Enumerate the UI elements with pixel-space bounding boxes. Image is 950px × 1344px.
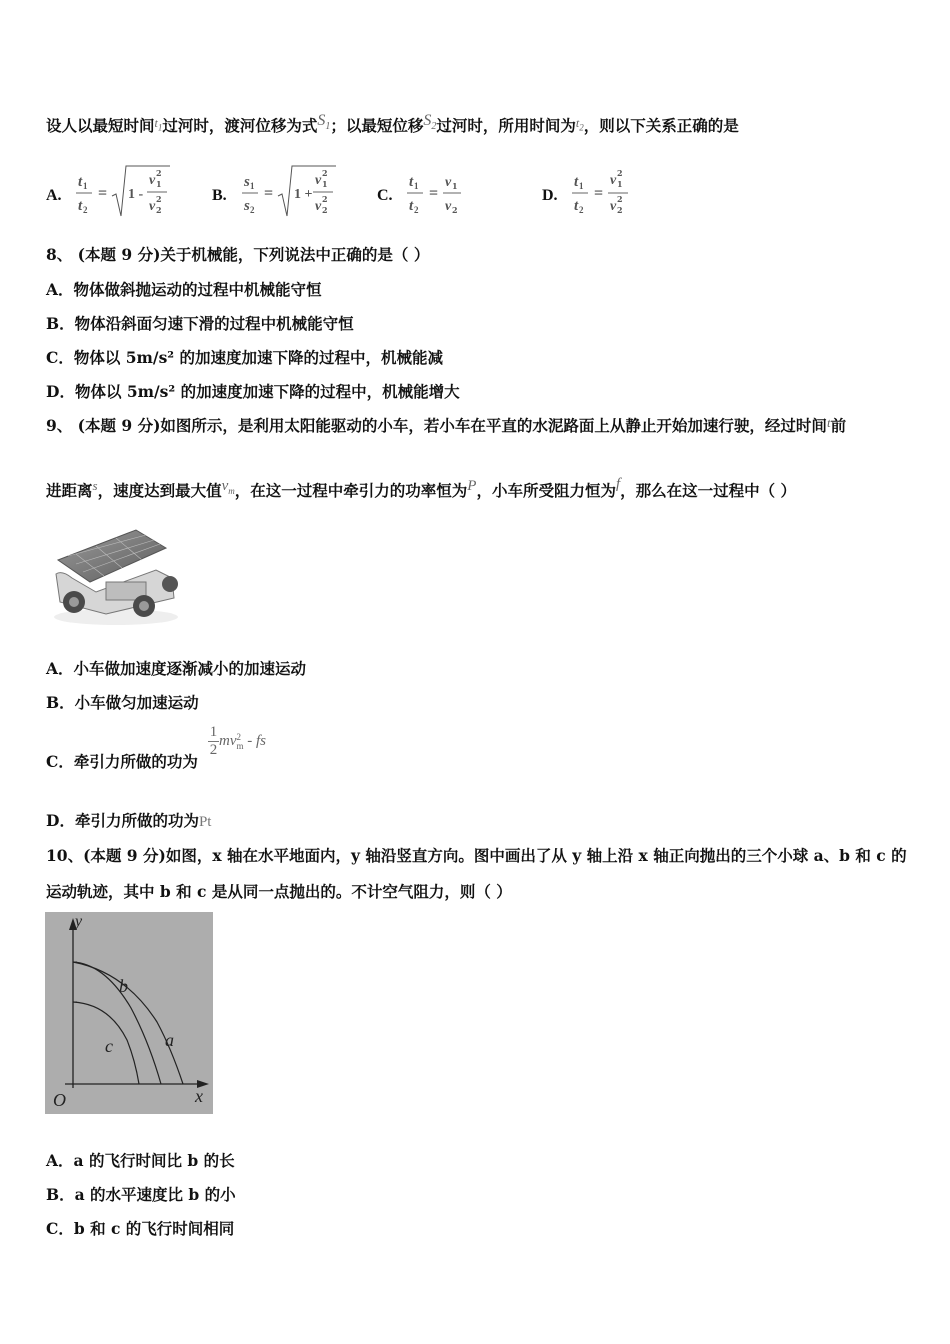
svg-text:v: v (315, 173, 322, 188)
svg-text:1: 1 (250, 181, 255, 191)
q9-option-d-text: D．牵引力所做的功为 (46, 811, 199, 830)
solar-car-image (46, 522, 186, 630)
q7-t2: t2 (575, 116, 584, 133)
q7-stem-text-1: 设人以最短时间 (46, 116, 155, 135)
svg-text:1 +: 1 + (294, 187, 313, 202)
q7-option-b-formula (212, 162, 352, 222)
svg-text:t: t (409, 174, 414, 190)
svg-text:1: 1 (83, 181, 88, 191)
svg-text:2: 2 (322, 194, 328, 204)
q9-option-d-formula: Pt (198, 814, 212, 830)
svg-text:1: 1 (617, 179, 623, 189)
q7-option-a (46, 162, 186, 226)
q9-option-a: A．小车做加速度逐渐减小的加速运动 (46, 659, 307, 678)
svg-text:v: v (610, 173, 617, 188)
formula-sup: 2 (236, 731, 241, 742)
svg-text:t: t (78, 198, 83, 214)
svg-text:s: s (244, 198, 250, 214)
svg-text:1: 1 (452, 181, 458, 191)
svg-text:v: v (445, 175, 452, 190)
q10-stem-line2: 运动轨迹，其中 b 和 c 是从同一点抛出的。不计空气阻力，则（ ） (46, 882, 512, 901)
q9-line2-text-2: ，速度达到最大值 (97, 481, 222, 500)
q7-t1: t1 (154, 116, 163, 133)
q9-stem-line1 (46, 414, 846, 436)
q8-option-c: C．物体以 5m/s² 的加速度加速下降的过程中，机械能减 (46, 348, 443, 367)
q9-line2-text-3: ，在这一过程中牵引力的功率恒为 (234, 481, 468, 500)
q9-option-c (46, 750, 198, 772)
svg-text:1: 1 (156, 179, 162, 189)
q10-option-c: C．b 和 c 的飞行时间相同 (46, 1219, 235, 1238)
svg-text:C.: C. (377, 187, 393, 204)
formula-num: 1 (209, 724, 218, 740)
svg-text:2: 2 (322, 205, 328, 215)
q7-option-d (542, 162, 642, 226)
q9-line2-text-1: 进距离 (46, 481, 93, 500)
svg-text:t: t (574, 198, 579, 214)
q9-f: f (615, 476, 621, 492)
q9-option-b: B．小车做匀加速运动 (46, 693, 199, 712)
q9-option-d (46, 809, 211, 831)
origin-label: O (53, 1090, 66, 1110)
svg-text:=: = (429, 185, 439, 202)
svg-text:A.: A. (46, 187, 62, 204)
svg-text:2: 2 (617, 168, 623, 178)
svg-text:v: v (315, 199, 322, 214)
q8-option-a: A．物体做斜抛运动的过程中机械能守恒 (46, 280, 322, 299)
trajectory-figure (45, 912, 213, 1114)
x-label: x (195, 1086, 203, 1106)
q9-line2-text-4: ，小车所受阻力恒为 (476, 481, 616, 500)
svg-text:s: s (244, 174, 250, 190)
y-label: y (75, 913, 83, 930)
q7-option-c (377, 162, 477, 226)
curve-a-label: a (165, 1030, 174, 1050)
q9-line2-text-5: ，那么在这一过程中（ ） (620, 481, 797, 500)
formula-mv: mv (219, 733, 237, 749)
svg-text:D.: D. (542, 187, 558, 204)
q7-option-a-formula (46, 162, 186, 222)
q8-option-b: B．物体沿斜面匀速下滑的过程中机械能守恒 (46, 314, 354, 333)
q7-stem-text-3: ；以最短位移 (330, 116, 424, 135)
svg-text:v: v (149, 173, 156, 188)
q7-stem-text-5: ，则以下关系正确的是 (583, 116, 739, 135)
svg-text:2: 2 (617, 194, 623, 204)
q9-t: t (826, 415, 831, 430)
formula-fs: - fs (243, 733, 267, 749)
svg-text:2: 2 (579, 205, 584, 215)
q7-stem (46, 112, 739, 136)
curve-b-label: b (119, 976, 128, 996)
svg-text:2: 2 (156, 168, 162, 178)
formula-sub: m (236, 740, 244, 751)
svg-text:=: = (98, 185, 108, 202)
svg-text:v: v (149, 199, 156, 214)
svg-text:v: v (445, 199, 452, 214)
q9-P: P (467, 478, 477, 494)
q8-stem: 8、 (本题 9 分)关于机械能，下列说法中正确的是（ ） (46, 245, 430, 264)
svg-text:1: 1 (322, 179, 328, 189)
svg-text:2: 2 (322, 168, 328, 178)
svg-text:1: 1 (579, 181, 584, 191)
svg-text:2: 2 (452, 205, 458, 215)
svg-text:2: 2 (156, 194, 162, 204)
svg-text:2: 2 (156, 205, 162, 215)
svg-text:2: 2 (250, 205, 255, 215)
q9-option-c-text: C．牵引力所做的功为 (46, 752, 198, 771)
svg-text:=: = (594, 185, 604, 202)
q9-stem-line2 (46, 476, 796, 501)
svg-text:t: t (78, 174, 83, 190)
q7-option-c-formula (377, 162, 477, 222)
q10-option-a: A．a 的飞行时间比 b 的长 (46, 1151, 235, 1170)
svg-text:1: 1 (414, 181, 419, 191)
q9-stem-text-2: 前 (830, 416, 847, 435)
q10-stem-line1: 10、(本题 9 分)如图，x 轴在水平地面内，y 轴沿竖直方向。图中画出了从 y 轴上沿 x 轴正向抛出的三个小球 a、b 和 c 的 (46, 846, 907, 865)
q7-option-d-formula (542, 162, 642, 222)
q9-s: s (92, 478, 98, 493)
q9-option-c-formula (208, 724, 266, 759)
q7-option-b (212, 162, 352, 226)
svg-text:2: 2 (617, 205, 623, 215)
q7-s1: $S_1$ (317, 112, 331, 133)
svg-text:v: v (610, 199, 617, 214)
svg-text:1 -: 1 - (128, 187, 144, 202)
svg-text:2: 2 (83, 205, 88, 215)
curve-c-label: c (105, 1036, 113, 1056)
q10-option-b: B．a 的水平速度比 b 的小 (46, 1185, 236, 1204)
q8-option-d: D．物体以 5m/s² 的加速度加速下降的过程中，机械能增大 (46, 382, 460, 401)
svg-text:B.: B. (212, 187, 227, 204)
q9-stem-text-1: 9、 (本题 9 分)如图所示，是利用太阳能驱动的小车，若小车在平直的水泥路面上从静止开始加速行驶，经过时间 (46, 416, 827, 435)
svg-text:t: t (409, 198, 414, 214)
q7-stem-text-2: 过河时，渡河位移为式 (162, 116, 318, 135)
svg-text:=: = (264, 185, 274, 202)
q7-s2: $S_2$ (423, 112, 437, 133)
svg-text:t: t (574, 174, 579, 190)
formula-den: 2 (209, 742, 218, 758)
svg-text:2: 2 (414, 205, 419, 215)
q9-vm: $v_m$ (221, 478, 235, 496)
q7-stem-text-4: 过河时，所用时间为 (436, 116, 576, 135)
